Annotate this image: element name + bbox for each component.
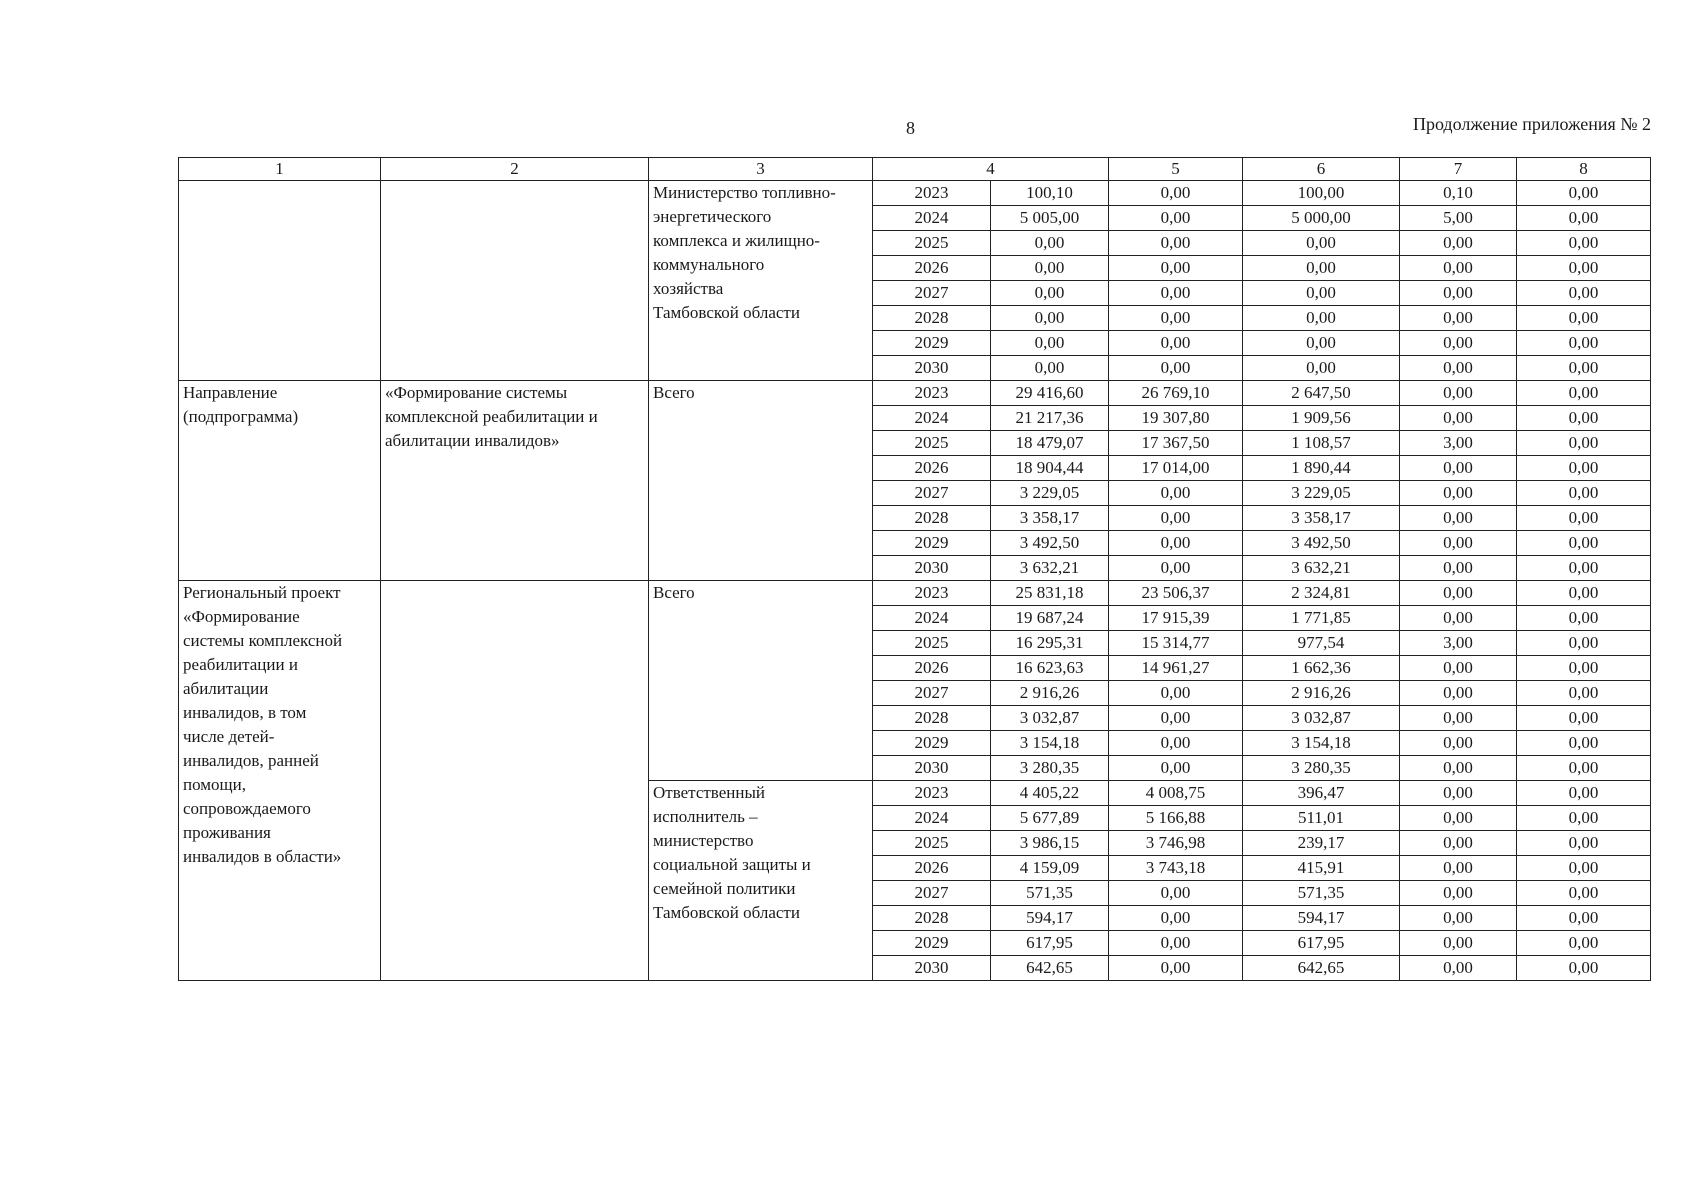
- other-sources-value: 0,00: [1517, 331, 1651, 356]
- other-sources-value: 0,00: [1517, 381, 1651, 406]
- total-value: 4 159,09: [991, 856, 1109, 881]
- federal-budget-value: 0,00: [1109, 681, 1243, 706]
- total-value: 19 687,24: [991, 606, 1109, 631]
- year-cell: 2023: [873, 381, 991, 406]
- local-budget-value: 0,00: [1400, 256, 1517, 281]
- other-sources-value: 0,00: [1517, 506, 1651, 531]
- total-value: 3 229,05: [991, 481, 1109, 506]
- regional-budget-value: 0,00: [1243, 281, 1400, 306]
- year-cell: 2026: [873, 656, 991, 681]
- local-budget-value: 0,00: [1400, 706, 1517, 731]
- total-value: 100,10: [991, 181, 1109, 206]
- regional-budget-value: 1 108,57: [1243, 431, 1400, 456]
- other-sources-value: 0,00: [1517, 431, 1651, 456]
- federal-budget-value: 5 166,88: [1109, 806, 1243, 831]
- local-budget-value: 0,00: [1400, 356, 1517, 381]
- page-number: 8: [906, 118, 915, 138]
- other-sources-value: 0,00: [1517, 556, 1651, 581]
- year-cell: 2024: [873, 806, 991, 831]
- local-budget-value: 0,00: [1400, 306, 1517, 331]
- local-budget-value: 0,00: [1400, 806, 1517, 831]
- federal-budget-value: 4 008,75: [1109, 781, 1243, 806]
- year-cell: 2027: [873, 681, 991, 706]
- total-value: 2 916,26: [991, 681, 1109, 706]
- regional-budget-value: 0,00: [1243, 331, 1400, 356]
- other-sources-value: 0,00: [1517, 931, 1651, 956]
- column-header: 3: [649, 158, 873, 181]
- other-sources-value: 0,00: [1517, 756, 1651, 781]
- total-value: 0,00: [991, 331, 1109, 356]
- other-sources-value: 0,00: [1517, 906, 1651, 931]
- other-sources-value: 0,00: [1517, 206, 1651, 231]
- year-cell: 2028: [873, 706, 991, 731]
- year-cell: 2025: [873, 631, 991, 656]
- federal-budget-value: 0,00: [1109, 956, 1243, 981]
- other-sources-value: 0,00: [1517, 606, 1651, 631]
- column-header: 8: [1517, 158, 1651, 181]
- total-value: 3 632,21: [991, 556, 1109, 581]
- local-budget-value: 0,00: [1400, 956, 1517, 981]
- federal-budget-value: 0,00: [1109, 256, 1243, 281]
- other-sources-value: 0,00: [1517, 231, 1651, 256]
- regional-budget-value: 2 916,26: [1243, 681, 1400, 706]
- other-sources-value: 0,00: [1517, 181, 1651, 206]
- program-title-cell: «Формирование системы комплексной реабилитации и абилитации инвалидов»: [381, 381, 649, 581]
- other-sources-value: 0,00: [1517, 356, 1651, 381]
- federal-budget-value: 0,00: [1109, 731, 1243, 756]
- year-cell: 2030: [873, 556, 991, 581]
- total-value: 4 405,22: [991, 781, 1109, 806]
- year-cell: 2025: [873, 431, 991, 456]
- federal-budget-value: 0,00: [1109, 756, 1243, 781]
- executor-cell: Всего: [649, 381, 873, 581]
- local-budget-value: 0,00: [1400, 906, 1517, 931]
- other-sources-value: 0,00: [1517, 481, 1651, 506]
- federal-budget-value: 14 961,27: [1109, 656, 1243, 681]
- header-row: [179, 158, 1651, 181]
- column-header: 2: [381, 158, 649, 181]
- other-sources-value: 0,00: [1517, 956, 1651, 981]
- regional-budget-value: 396,47: [1243, 781, 1400, 806]
- local-budget-value: 0,00: [1400, 481, 1517, 506]
- other-sources-value: 0,00: [1517, 306, 1651, 331]
- total-value: 3 032,87: [991, 706, 1109, 731]
- table-row: [179, 381, 1651, 406]
- year-cell: 2026: [873, 856, 991, 881]
- local-budget-value: 0,00: [1400, 731, 1517, 756]
- federal-budget-value: 0,00: [1109, 881, 1243, 906]
- direction-name-cell: [179, 181, 381, 381]
- local-budget-value: 0,00: [1400, 831, 1517, 856]
- column-header: 6: [1243, 158, 1400, 181]
- regional-budget-value: 2 647,50: [1243, 381, 1400, 406]
- year-cell: 2028: [873, 906, 991, 931]
- local-budget-value: 0,00: [1400, 231, 1517, 256]
- local-budget-value: 0,00: [1400, 281, 1517, 306]
- federal-budget-value: 0,00: [1109, 906, 1243, 931]
- other-sources-value: 0,00: [1517, 706, 1651, 731]
- program-title-cell: [381, 581, 649, 981]
- federal-budget-value: 0,00: [1109, 306, 1243, 331]
- federal-budget-value: 0,00: [1109, 931, 1243, 956]
- federal-budget-value: 17 367,50: [1109, 431, 1243, 456]
- federal-budget-value: 0,00: [1109, 231, 1243, 256]
- federal-budget-value: 23 506,37: [1109, 581, 1243, 606]
- local-budget-value: 0,00: [1400, 456, 1517, 481]
- year-cell: 2023: [873, 181, 991, 206]
- local-budget-value: 0,00: [1400, 781, 1517, 806]
- year-cell: 2027: [873, 481, 991, 506]
- executor-cell: Ответственный исполнитель – министерство социальной защиты и семейной политики Тамбовской области: [649, 781, 873, 981]
- executor-cell: Всего: [649, 581, 873, 781]
- regional-budget-value: 3 358,17: [1243, 506, 1400, 531]
- total-value: 3 986,15: [991, 831, 1109, 856]
- regional-budget-value: 5 000,00: [1243, 206, 1400, 231]
- federal-budget-value: 17 014,00: [1109, 456, 1243, 481]
- federal-budget-value: 0,00: [1109, 281, 1243, 306]
- total-value: 3 358,17: [991, 506, 1109, 531]
- year-cell: 2027: [873, 281, 991, 306]
- regional-budget-value: 3 492,50: [1243, 531, 1400, 556]
- regional-budget-value: 977,54: [1243, 631, 1400, 656]
- regional-budget-value: 617,95: [1243, 931, 1400, 956]
- year-cell: 2028: [873, 306, 991, 331]
- year-cell: 2029: [873, 931, 991, 956]
- federal-budget-value: 0,00: [1109, 481, 1243, 506]
- local-budget-value: 0,00: [1400, 531, 1517, 556]
- local-budget-value: 0,00: [1400, 656, 1517, 681]
- local-budget-value: 0,00: [1400, 406, 1517, 431]
- total-value: 0,00: [991, 281, 1109, 306]
- total-value: 5 677,89: [991, 806, 1109, 831]
- local-budget-value: 0,00: [1400, 681, 1517, 706]
- local-budget-value: 0,00: [1400, 606, 1517, 631]
- total-value: 18 904,44: [991, 456, 1109, 481]
- year-cell: 2023: [873, 581, 991, 606]
- total-value: 3 492,50: [991, 531, 1109, 556]
- total-value: 18 479,07: [991, 431, 1109, 456]
- federal-budget-value: 0,00: [1109, 706, 1243, 731]
- appendix-continuation-note: Продолжение приложения № 2: [1412, 114, 1651, 134]
- year-cell: 2024: [873, 606, 991, 631]
- federal-budget-value: 0,00: [1109, 331, 1243, 356]
- year-cell: 2029: [873, 731, 991, 756]
- local-budget-value: 0,10: [1400, 181, 1517, 206]
- other-sources-value: 0,00: [1517, 881, 1651, 906]
- year-cell: 2024: [873, 406, 991, 431]
- direction-name-cell: Региональный проект «Формирование системы комплексной реабилитации и абилитации инвалидов, в том числе детей- инвалидов, ранней помощи, сопровождаемого проживания инвалидов в области»: [179, 581, 381, 981]
- column-header: 5: [1109, 158, 1243, 181]
- federal-budget-value: 0,00: [1109, 506, 1243, 531]
- federal-budget-value: 0,00: [1109, 531, 1243, 556]
- year-cell: 2030: [873, 356, 991, 381]
- executor-cell: Министерство топливно- энергетического комплекса и жилищно- коммунального хозяйства Тамбовской области: [649, 181, 873, 381]
- regional-budget-value: 1 662,36: [1243, 656, 1400, 681]
- federal-budget-value: 17 915,39: [1109, 606, 1243, 631]
- year-cell: 2029: [873, 531, 991, 556]
- federal-budget-value: 0,00: [1109, 356, 1243, 381]
- year-cell: 2028: [873, 506, 991, 531]
- federal-budget-value: 3 743,18: [1109, 856, 1243, 881]
- year-cell: 2027: [873, 881, 991, 906]
- local-budget-value: 0,00: [1400, 881, 1517, 906]
- total-value: 29 416,60: [991, 381, 1109, 406]
- regional-budget-value: 100,00: [1243, 181, 1400, 206]
- other-sources-value: 0,00: [1517, 531, 1651, 556]
- regional-budget-value: 3 154,18: [1243, 731, 1400, 756]
- regional-budget-value: 3 229,05: [1243, 481, 1400, 506]
- regional-budget-value: 642,65: [1243, 956, 1400, 981]
- regional-budget-value: 3 032,87: [1243, 706, 1400, 731]
- other-sources-value: 0,00: [1517, 856, 1651, 881]
- total-value: 0,00: [991, 231, 1109, 256]
- regional-budget-value: 3 632,21: [1243, 556, 1400, 581]
- regional-budget-value: 0,00: [1243, 306, 1400, 331]
- column-header: 1: [179, 158, 381, 181]
- table-body: [179, 181, 1651, 981]
- total-value: 16 623,63: [991, 656, 1109, 681]
- year-cell: 2029: [873, 331, 991, 356]
- local-budget-value: 0,00: [1400, 331, 1517, 356]
- federal-budget-value: 19 307,80: [1109, 406, 1243, 431]
- regional-budget-value: 239,17: [1243, 831, 1400, 856]
- column-header: 7: [1400, 158, 1517, 181]
- local-budget-value: 0,00: [1400, 381, 1517, 406]
- regional-budget-value: 0,00: [1243, 356, 1400, 381]
- total-value: 16 295,31: [991, 631, 1109, 656]
- other-sources-value: 0,00: [1517, 656, 1651, 681]
- other-sources-value: 0,00: [1517, 456, 1651, 481]
- program-title-cell: [381, 181, 649, 381]
- year-cell: 2030: [873, 956, 991, 981]
- regional-budget-value: 1 909,56: [1243, 406, 1400, 431]
- other-sources-value: 0,00: [1517, 681, 1651, 706]
- local-budget-value: 0,00: [1400, 506, 1517, 531]
- year-cell: 2025: [873, 231, 991, 256]
- budget-table: [178, 157, 1651, 981]
- year-cell: 2026: [873, 456, 991, 481]
- other-sources-value: 0,00: [1517, 781, 1651, 806]
- federal-budget-value: 3 746,98: [1109, 831, 1243, 856]
- other-sources-value: 0,00: [1517, 831, 1651, 856]
- local-budget-value: 3,00: [1400, 631, 1517, 656]
- total-value: 3 154,18: [991, 731, 1109, 756]
- total-value: 3 280,35: [991, 756, 1109, 781]
- regional-budget-value: 0,00: [1243, 256, 1400, 281]
- regional-budget-value: 1 890,44: [1243, 456, 1400, 481]
- local-budget-value: 3,00: [1400, 431, 1517, 456]
- regional-budget-value: 0,00: [1243, 231, 1400, 256]
- year-cell: 2023: [873, 781, 991, 806]
- total-value: 0,00: [991, 356, 1109, 381]
- local-budget-value: 0,00: [1400, 856, 1517, 881]
- year-cell: 2024: [873, 206, 991, 231]
- regional-budget-value: 415,91: [1243, 856, 1400, 881]
- other-sources-value: 0,00: [1517, 281, 1651, 306]
- total-value: 617,95: [991, 931, 1109, 956]
- other-sources-value: 0,00: [1517, 581, 1651, 606]
- direction-name-cell: Направление (подпрограмма): [179, 381, 381, 581]
- total-value: 5 005,00: [991, 206, 1109, 231]
- local-budget-value: 0,00: [1400, 556, 1517, 581]
- regional-budget-value: 511,01: [1243, 806, 1400, 831]
- local-budget-value: 0,00: [1400, 931, 1517, 956]
- total-value: 25 831,18: [991, 581, 1109, 606]
- year-cell: 2030: [873, 756, 991, 781]
- year-cell: 2025: [873, 831, 991, 856]
- year-cell: 2026: [873, 256, 991, 281]
- federal-budget-value: 0,00: [1109, 181, 1243, 206]
- regional-budget-value: 3 280,35: [1243, 756, 1400, 781]
- local-budget-value: 5,00: [1400, 206, 1517, 231]
- other-sources-value: 0,00: [1517, 256, 1651, 281]
- table-row: [179, 581, 1651, 606]
- total-value: 571,35: [991, 881, 1109, 906]
- total-value: 21 217,36: [991, 406, 1109, 431]
- regional-budget-value: 2 324,81: [1243, 581, 1400, 606]
- regional-budget-value: 594,17: [1243, 906, 1400, 931]
- federal-budget-value: 0,00: [1109, 206, 1243, 231]
- local-budget-value: 0,00: [1400, 756, 1517, 781]
- federal-budget-value: 26 769,10: [1109, 381, 1243, 406]
- table-row: [179, 181, 1651, 206]
- other-sources-value: 0,00: [1517, 631, 1651, 656]
- other-sources-value: 0,00: [1517, 406, 1651, 431]
- other-sources-value: 0,00: [1517, 731, 1651, 756]
- federal-budget-value: 0,00: [1109, 556, 1243, 581]
- table-header: [179, 158, 1651, 181]
- total-value: 0,00: [991, 306, 1109, 331]
- total-value: 594,17: [991, 906, 1109, 931]
- column-header: 4: [873, 158, 1109, 181]
- regional-budget-value: 571,35: [1243, 881, 1400, 906]
- local-budget-value: 0,00: [1400, 581, 1517, 606]
- total-value: 0,00: [991, 256, 1109, 281]
- total-value: 642,65: [991, 956, 1109, 981]
- other-sources-value: 0,00: [1517, 806, 1651, 831]
- federal-budget-value: 15 314,77: [1109, 631, 1243, 656]
- regional-budget-value: 1 771,85: [1243, 606, 1400, 631]
